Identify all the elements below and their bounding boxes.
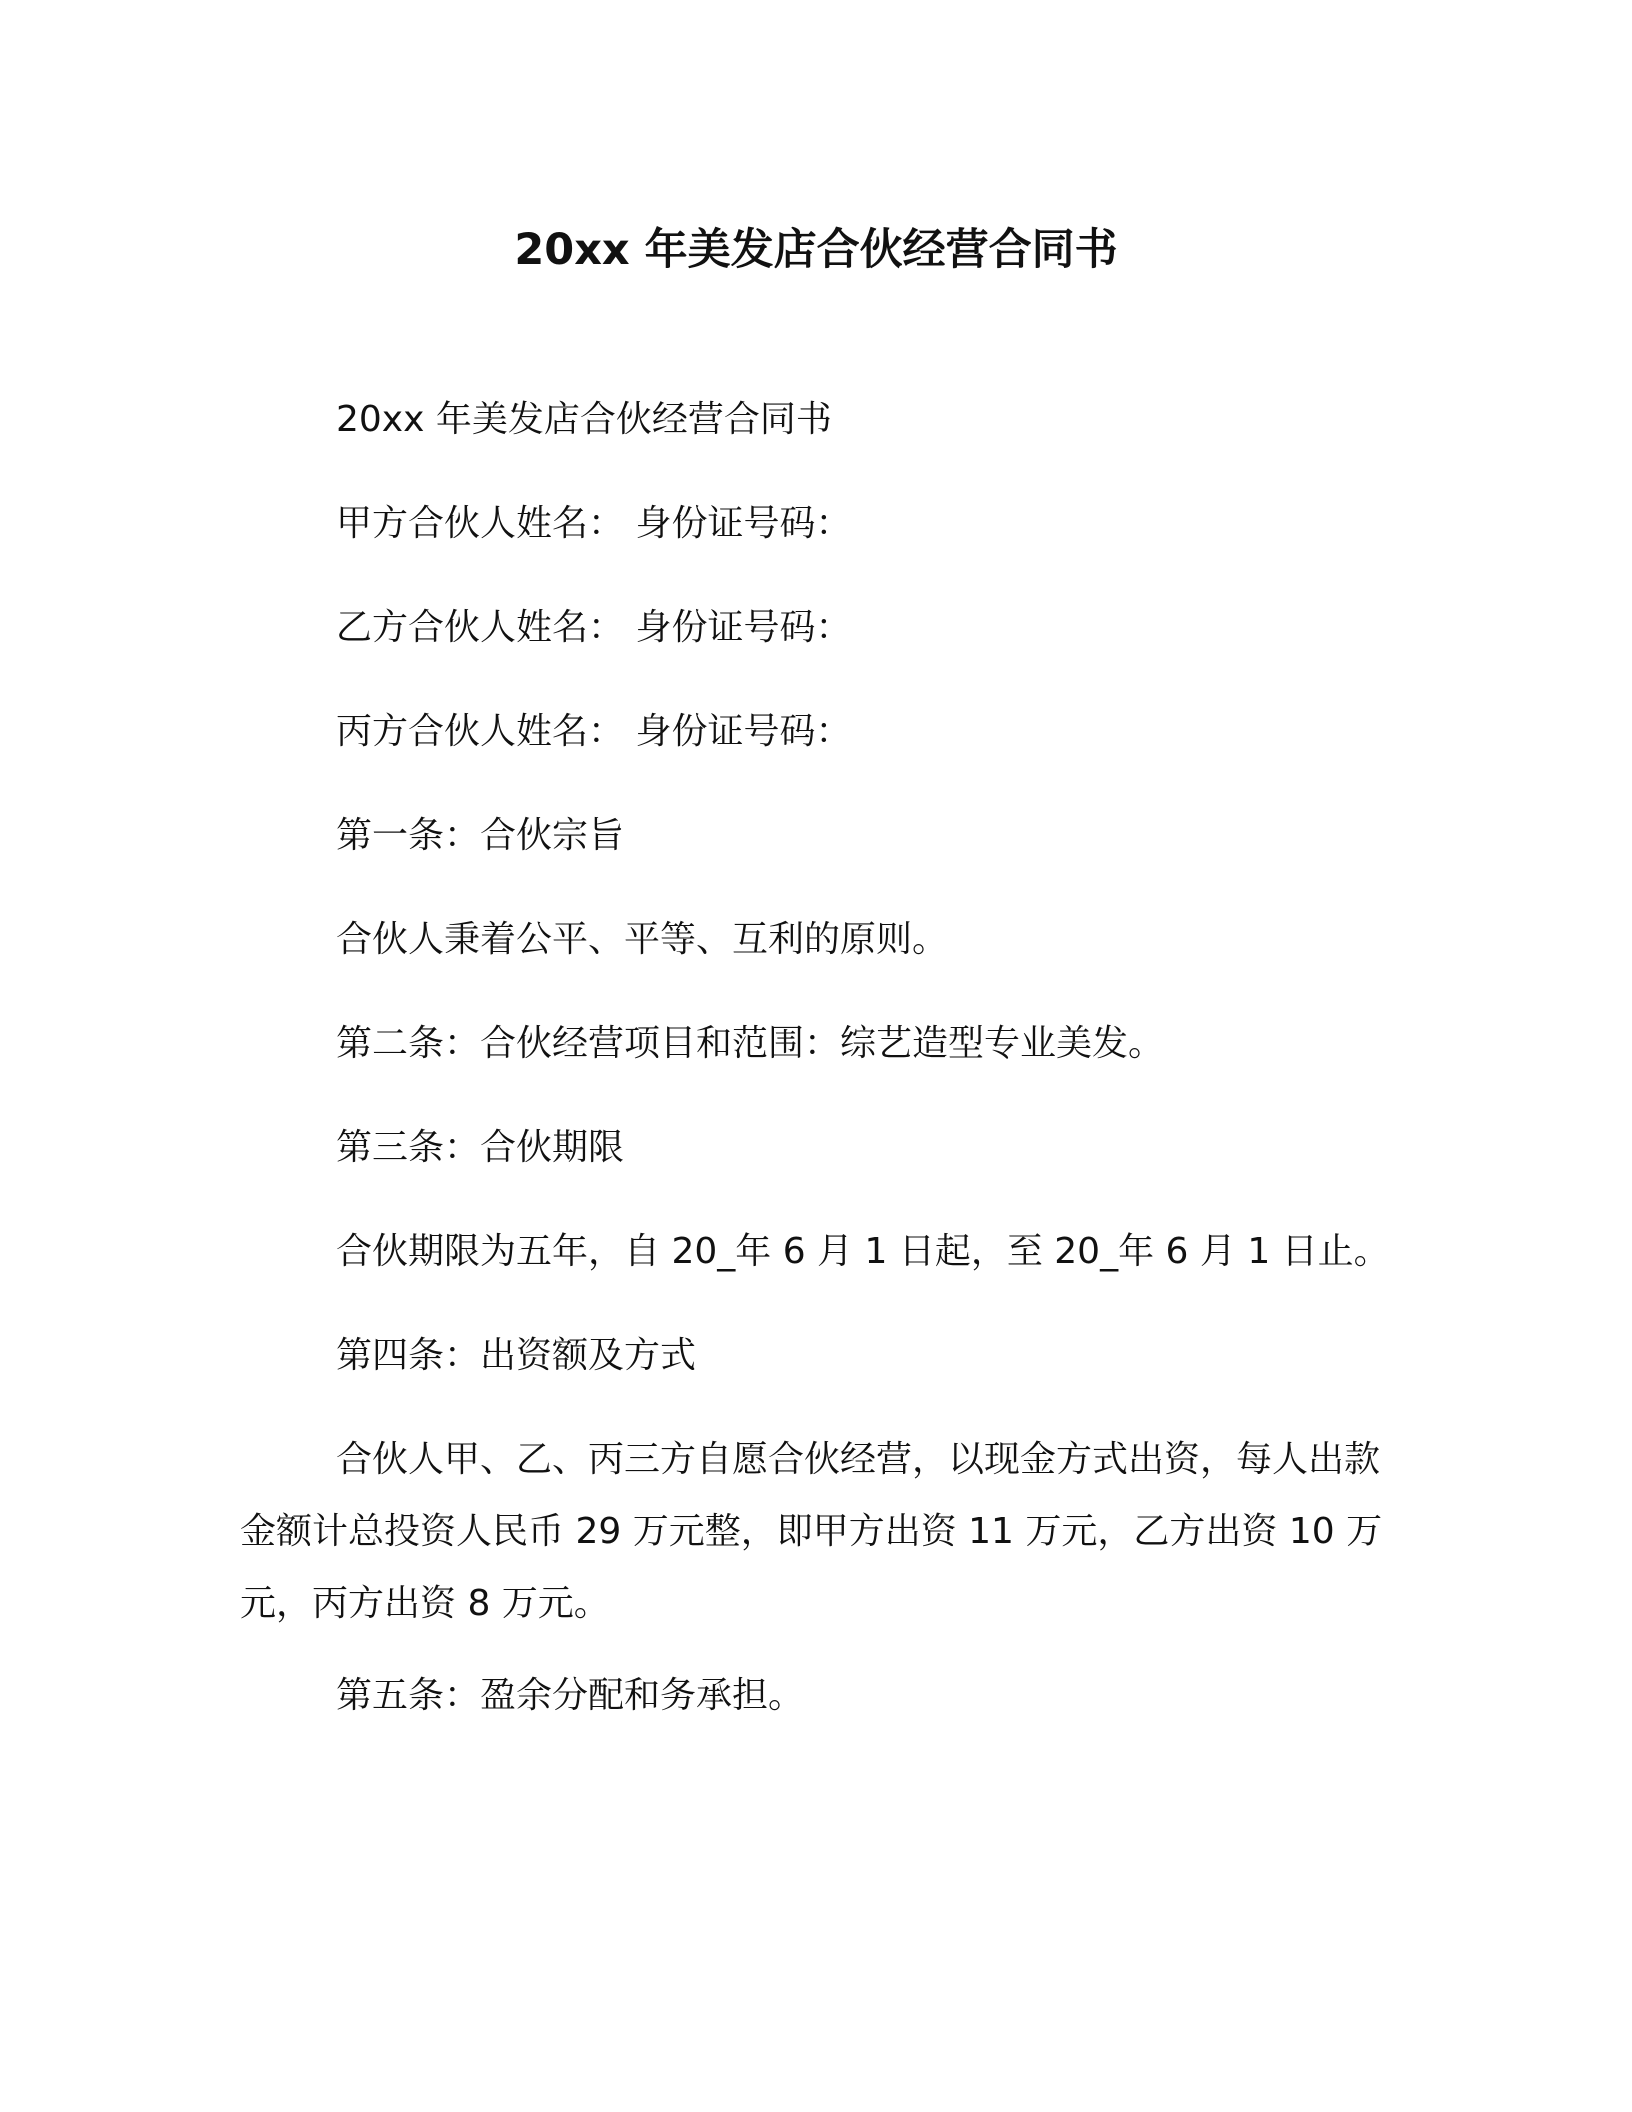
article-3-heading: 第三条：合伙期限 xyxy=(336,1127,625,1168)
paragraph-party-c: 丙方合伙人姓名： 身份证号码： xyxy=(336,711,852,752)
paragraph-party-a: 甲方合伙人姓名： 身份证号码： xyxy=(336,503,852,544)
article-2-heading: 第二条：合伙经营项目和范围：综艺造型专业美发。 xyxy=(336,1023,1165,1064)
article-5-heading: 第五条：盈余分配和务承担。 xyxy=(336,1675,805,1716)
paragraph-party-b: 乙方合伙人姓名： 身份证号码： xyxy=(336,607,852,648)
article-4-heading: 第四条：出资额及方式 xyxy=(336,1335,697,1376)
article-1-text: 合伙人秉着公平、平等、互利的原则。 xyxy=(336,919,949,960)
article-4-text: 合伙人甲、乙、丙三方自愿合伙经营，以现金方式出资，每人出款金额计总投资人民币 29 万元整，即甲方出资 11 万元，乙方出资 10 万元，丙方出资 8 万元。 xyxy=(240,1439,1383,1624)
article-3-text: 合伙期限为五年，自 20_年 6 月 1 日起，至 20_年 6 月 1 日止。 xyxy=(336,1231,1390,1272)
paragraph-subtitle: 20xx 年美发店合伙经营合同书 xyxy=(336,399,832,440)
document-title: 20xx 年美发店合伙经营合同书 xyxy=(514,225,1118,275)
article-1-heading: 第一条：合伙宗旨 xyxy=(336,815,625,856)
document-body xyxy=(240,396,1392,1776)
